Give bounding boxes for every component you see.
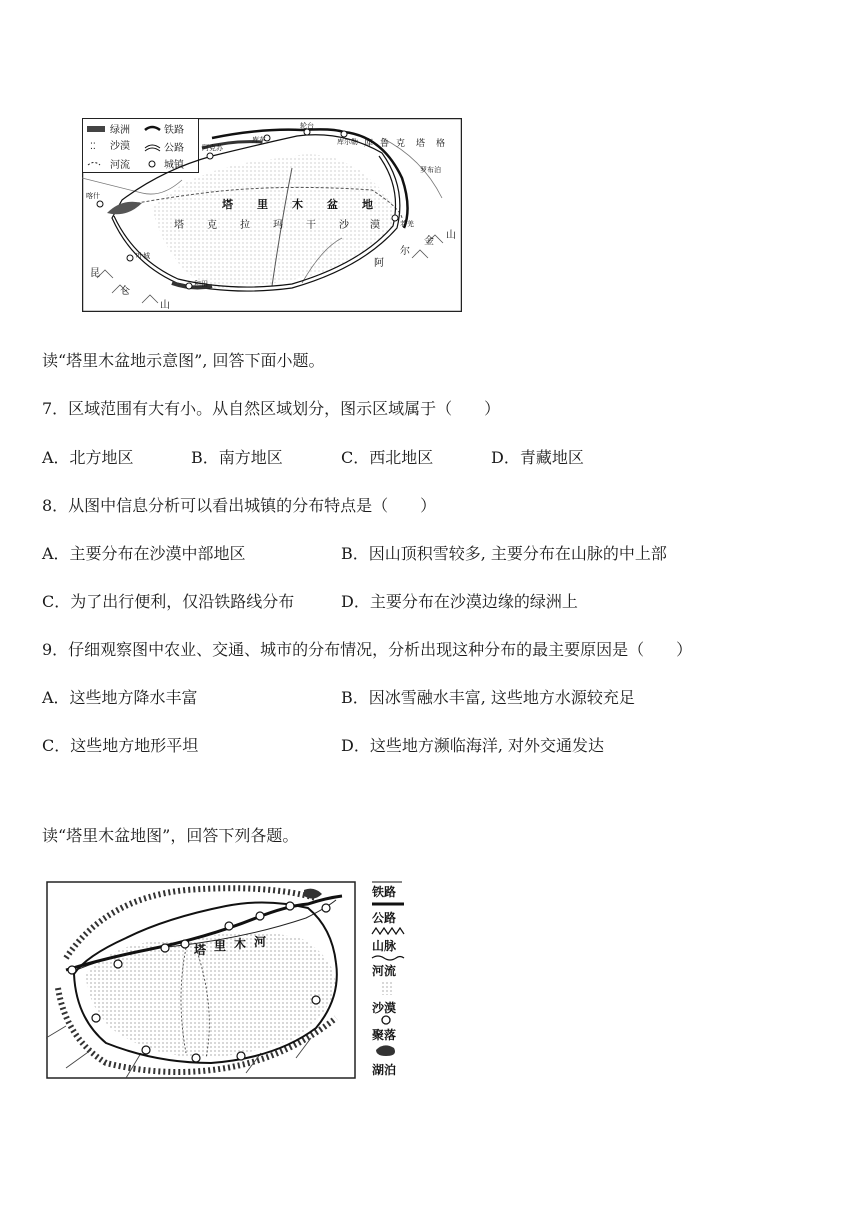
settlement-3 <box>225 922 233 930</box>
yecheng-town <box>127 255 133 261</box>
altun-label-3: 金 <box>424 236 434 247</box>
tarim-basin-map-svg <box>46 878 410 1084</box>
kashgar-label: 喀什 <box>86 192 100 200</box>
basin-label-2: 里 <box>257 198 268 211</box>
legend-railway-label: 铁路 <box>164 125 184 136</box>
settlement-7 <box>68 966 76 974</box>
map2-legend-lake-symbol <box>376 1045 395 1056</box>
settlement-6 <box>114 960 122 968</box>
desert-label-1: 塔 <box>174 220 184 231</box>
question-8-option-a[interactable]: A．主要分布在沙漠中部地区 <box>42 544 246 563</box>
yecheng-label: 叶城 <box>136 252 150 260</box>
desert-label-3: 拉 <box>240 220 250 231</box>
ruoqiang-label: 若羌 <box>400 220 414 228</box>
question-8-option-b[interactable]: B．因山顶积雪较多, 主要分布在山脉的中上部 <box>341 544 667 563</box>
kuruktag-label-2: 鲁 <box>380 139 390 149</box>
map2-legend-river-symbol <box>372 956 404 960</box>
map2-legend-desert: 沙漠 <box>372 1001 397 1015</box>
map2-legend-lake: 湖泊 <box>372 1063 397 1077</box>
question-9-option-a[interactable]: A．这些地方降水丰富 <box>42 688 198 707</box>
map2-legend-mountain-symbol <box>372 928 404 934</box>
ruoqiang-town <box>392 215 398 221</box>
aksu-town <box>207 153 213 159</box>
kuqa-label: 库车 <box>252 136 266 144</box>
map2-legend-settlement-symbol <box>382 1016 390 1024</box>
hotan-label: 和田 <box>194 280 208 288</box>
hotan-town <box>186 283 192 289</box>
kuruktag-label-4: 塔 <box>416 139 426 149</box>
aksu-label: 阿克苏 <box>202 144 223 152</box>
kashgar-town <box>97 201 103 207</box>
settlement-12 <box>312 996 320 1004</box>
kuruktag-label-1: 库 <box>364 139 374 149</box>
altun-label-2: 尔 <box>400 246 410 257</box>
desert-label-7: 漠 <box>370 220 380 231</box>
desert-label-4: 玛 <box>273 220 283 231</box>
question-9-option-d[interactable]: D．这些地方濒临海洋, 对外交通发达 <box>341 736 605 755</box>
map2-river-label-2: 里 <box>214 939 227 953</box>
map2-legend-mountain: 山脉 <box>372 939 397 953</box>
desert-label-2: 克 <box>207 220 217 231</box>
question-8-option-d[interactable]: D．主要分布在沙漠边缘的绿洲上 <box>341 592 578 611</box>
question-7-option-a[interactable]: A．北方地区 <box>42 448 134 467</box>
question-7-stem: 7．区域范围有大有小。从自然区域划分，图示区域属于（ ） <box>42 399 501 418</box>
settlement-9 <box>142 1046 150 1054</box>
question-7-option-b[interactable]: B．南方地区 <box>191 448 283 467</box>
kunlun-label-3: 山 <box>160 300 170 311</box>
legend-oasis-label: 绿洲 <box>110 125 130 136</box>
intro-1: 读“塔里木盆地示意图”, 回答下面小题。 <box>42 351 325 370</box>
desert-legend-symbol: ⁚⁚ <box>90 142 96 152</box>
legend-highway-label: 公路 <box>164 143 184 154</box>
settlement-1 <box>286 902 294 910</box>
map2-legend-river: 河流 <box>372 964 397 978</box>
question-8-stem: 8．从图中信息分析可以看出城镇的分布特点是（ ） <box>42 496 437 515</box>
legend-river-label: 河流 <box>110 160 130 171</box>
question-9-option-c[interactable]: C．这些地方地形平坦 <box>42 736 199 755</box>
kunlun-label-2: 仑 <box>120 286 130 297</box>
map2-legend-highway: 公路 <box>372 911 397 925</box>
kuruktag-label-5: 格 <box>436 139 446 149</box>
intro-2: 读“塔里木盆地图”，回答下列各题。 <box>42 826 299 845</box>
settlement-10 <box>192 1054 200 1062</box>
map2-river-label-4: 河 <box>254 935 267 949</box>
tarim-basin-sketch-map <box>82 118 462 312</box>
kuruktag-label-3: 克 <box>396 139 406 149</box>
map2-river-label-1: 塔 <box>194 943 207 957</box>
map2-river-label-3: 木 <box>234 937 247 951</box>
settlement-11 <box>237 1052 245 1060</box>
tarim-basin-sketch-svg <box>82 118 462 312</box>
altun-label-1: 阿 <box>374 258 384 269</box>
desert-label-5: 干 <box>306 220 316 231</box>
korla-town <box>341 131 347 137</box>
settlement-2 <box>256 912 264 920</box>
question-8-option-c[interactable]: C．为了出行便利，仅沿铁路线分布 <box>42 592 295 611</box>
kunlun-label-1: 昆 <box>90 268 100 279</box>
map2-legend-settlement: 聚落 <box>372 1028 397 1042</box>
settlement-4 <box>181 940 189 948</box>
settlement-13 <box>322 904 330 912</box>
map2-legend-desert-symbol <box>380 981 392 995</box>
desert-label-6: 沙 <box>339 220 349 231</box>
basin-label-5: 地 <box>362 198 373 211</box>
settlement-5 <box>161 944 169 952</box>
basin-label-3: 木 <box>292 198 303 211</box>
basin-label-4: 盆 <box>327 198 338 211</box>
basin-label-1: 塔 <box>222 198 233 211</box>
question-9-option-b[interactable]: B．因冰雪融水丰富, 这些地方水源较充足 <box>341 688 635 707</box>
question-7-option-c[interactable]: C．西北地区 <box>341 448 434 467</box>
question-7-option-d[interactable]: D．青藏地区 <box>491 448 584 467</box>
question-9-stem: 9．仔细观察图中农业、交通、城市的分布情况，分析出现这种分布的最主要原因是（ ） <box>42 640 693 659</box>
legend-desert-label: 沙漠 <box>110 141 130 152</box>
altun-label-4: 山 <box>446 230 456 241</box>
oasis-legend-swatch <box>87 126 105 132</box>
luntai-label: 轮台 <box>300 122 314 130</box>
tarim-basin-map <box>46 878 410 1084</box>
korla-label: 库尔勒 <box>337 138 358 146</box>
settlement-8 <box>92 1014 100 1022</box>
map2-legend-railway: 铁路 <box>372 885 397 899</box>
lopnur-label: 罗布泊 <box>420 166 441 174</box>
legend-town-label: 城镇 <box>164 160 184 171</box>
town-legend-symbol <box>149 161 155 167</box>
